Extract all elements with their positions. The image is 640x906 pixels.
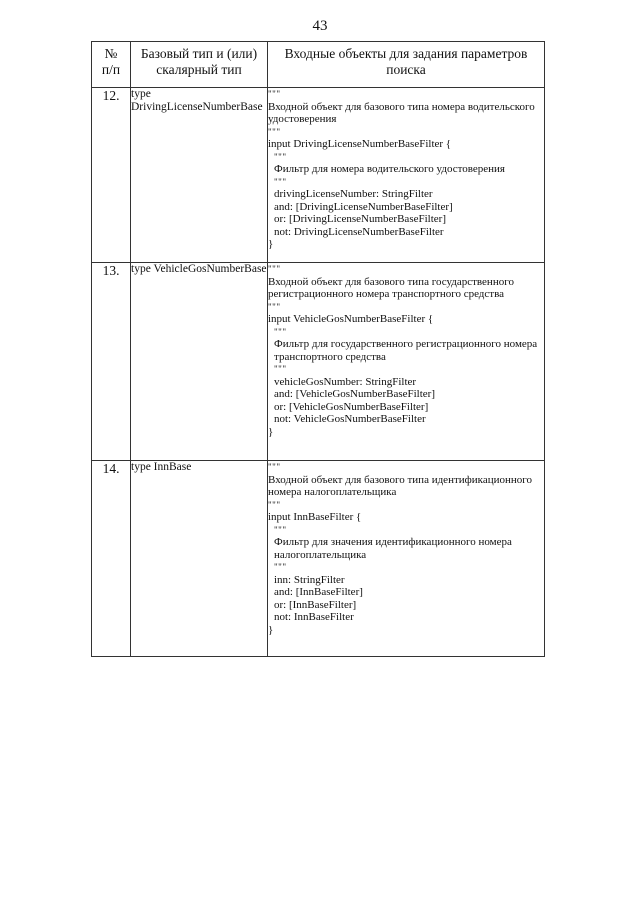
code-line: not: VehicleGosNumberBaseFilter <box>274 413 426 425</box>
code-line: not: DrivingLicenseNumberBaseFilter <box>274 225 444 238</box>
code-line: """ <box>274 326 287 337</box>
code-line: } <box>268 623 274 636</box>
row-code <box>268 263 545 461</box>
code-line: and: [VehicleGosNumberBaseFilter] <box>274 388 435 400</box>
code-line: or: [DrivingLicenseNumberBaseFilter] <box>274 213 446 225</box>
code-line: """ <box>268 301 281 312</box>
code-line: Входной объект для базового типа государственного регистрационного номера транспортного средства <box>268 275 517 300</box>
code-line: not: InnBaseFilter <box>274 611 354 623</box>
code-line: } <box>268 238 274 250</box>
table-row <box>92 461 545 657</box>
row-type: type VehicleGosNumberBase <box>131 263 268 461</box>
code-line: """ <box>274 562 287 572</box>
code-line: """ <box>268 462 281 472</box>
table-row <box>92 88 545 263</box>
page-number: 43 <box>312 18 328 34</box>
code-line: and: [InnBaseFilter] <box>274 586 363 598</box>
code-line: vehicleGosNumber: StringFilter <box>274 375 417 388</box>
code-line: input VehicleGosNumberBaseFilter { <box>268 313 434 325</box>
header-type: Базовый тип и (или) скалярный тип <box>131 42 268 88</box>
row-type: type InnBase <box>131 461 268 657</box>
code-line: """ <box>268 264 281 274</box>
code-line: """ <box>268 126 281 137</box>
header-objects: Входные объекты для задания параметров поиска <box>268 42 545 88</box>
row-type: type DrivingLicenseNumberBase <box>131 88 268 263</box>
code-line: Фильтр для государственного регистрационного номера транспортного средства <box>274 338 540 363</box>
code-line: drivingLicenseNumber: StringFilter <box>274 188 433 200</box>
table-row <box>92 263 545 461</box>
code-line: Входной объект для базового типа идентификационного номера налогоплательщика <box>268 473 535 498</box>
parameters-table <box>91 41 545 657</box>
row-code <box>268 88 545 263</box>
code-line: """ <box>268 89 281 99</box>
table-header-row <box>92 42 545 88</box>
row-number: 13. <box>92 263 131 461</box>
code-line: input DrivingLicenseNumberBaseFilter { <box>268 138 452 150</box>
row-number: 14. <box>92 461 131 657</box>
code-line: input InnBaseFilter { <box>268 511 362 523</box>
code-line: """ <box>268 499 281 510</box>
row-code <box>268 461 545 657</box>
code-line: Фильтр для номера водительского удостоверения <box>274 163 505 175</box>
code-line: """ <box>274 176 287 187</box>
code-line: and: [DrivingLicenseNumberBaseFilter] <box>274 200 453 213</box>
code-line: } <box>268 425 274 438</box>
code-line: Фильтр для значения идентификационного номера налогоплательщика <box>274 536 515 561</box>
row-number: 12. <box>92 88 131 263</box>
code-line: """ <box>274 364 287 374</box>
code-line: """ <box>274 151 287 162</box>
code-line: Входной объект для базового типа номера водительского удостоверения <box>268 100 538 125</box>
code-line: inn: StringFilter <box>274 573 345 586</box>
header-num: № п/п <box>92 42 131 88</box>
code-line: or: [VehicleGosNumberBaseFilter] <box>274 400 429 413</box>
code-line: """ <box>274 524 287 535</box>
code-line: or: [InnBaseFilter] <box>274 598 357 611</box>
